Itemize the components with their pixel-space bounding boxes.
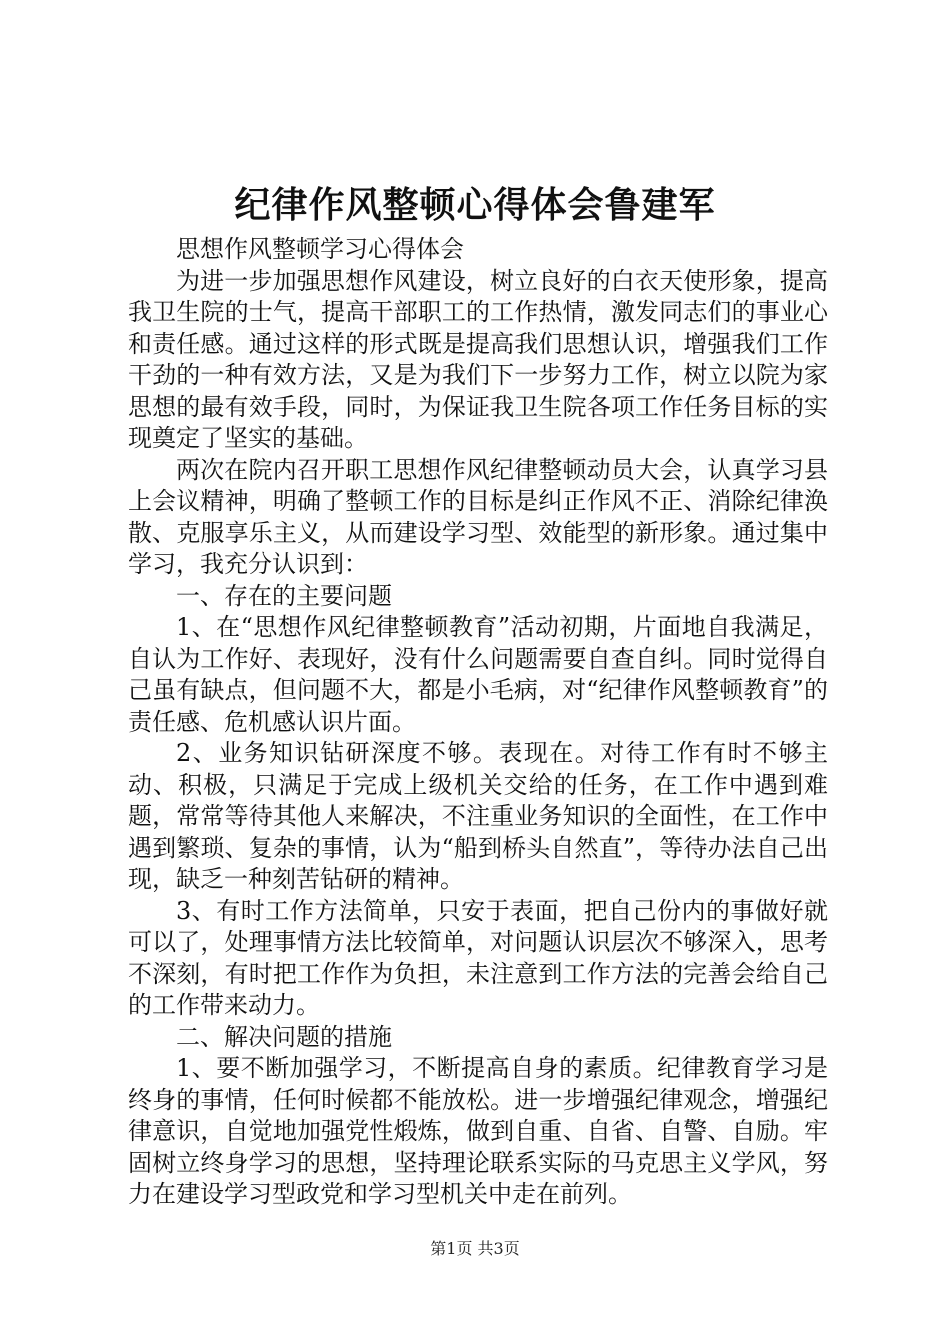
paragraph: 3、有时工作方法简单，只安于表面，把自己份内的事做好就可以了，处理事情方法比较简单，对问题认识层次不够深入，思考不深刻，有时把工作作为负担，未注意到工作方法的完善会给自己的工作带来动力。 — [128, 896, 828, 1019]
paragraph: 1、在“思想作风纪律整顿教育”活动初期，片面地自我满足，自认为工作好、表现好，没有什么问题需要自查自纠。同时觉得自己虽有缺点，但问题不大，都是小毛病，对“纪律作风整顿教育”的责任感、危机感认识片面。 — [128, 613, 828, 736]
paragraph: 1、要不断加强学习，不断提高自身的素质。纪律教育学习是终身的事情，任何时候都不能放松。进一步增强纪律观念，增强纪律意识，自觉地加强党性煅炼，做到自重、自省、自警、自励。牢固树立终身学习的思想，坚持理论联系实际的马克思主义学风，努力在建设学习型政党和学习型机关中走在前列。 — [128, 1054, 828, 1208]
paragraph: 为进一步加强思想作风建设，树立良好的白衣天使形象，提高我卫生院的士气，提高干部职工的工作热情，激发同志们的事业心和责任感。通过这样的形式既是提高我们思想认识，增强我们工作干劲的一种有效方法，又是为我们下一步努力工作，树立以院为家思想的最有效手段，同时，为保证我卫生院各项工作任务目标的实现奠定了坚实的基础。 — [128, 266, 828, 452]
document-body — [128, 234, 828, 1211]
paragraph: 2、业务知识钻研深度不够。表现在。对待工作有时不够主动、积极，只满足于完成上级机关交给的任务，在工作中遇到难题，常常等待其他人来解决，不注重业务知识的全面性，在工作中遇到繁琐、复杂的事情，认为“船到桥头自然直”，等待办法自己出现，缺乏一种刻苦钻研的精神。 — [128, 739, 828, 893]
document-title: 纪律作风整顿心得体会鲁建军 — [234, 185, 716, 226]
paragraph-subtitle: 思想作风整顿学习心得体会 — [176, 235, 464, 263]
page-footer: 第1页 共3页 — [430, 1239, 520, 1258]
section-heading: 一、存在的主要问题 — [176, 581, 392, 610]
paragraph: 两次在院内召开职工思想作风纪律整顿动员大会，认真学习县上会议精神，明确了整顿工作的目标是纠正作风不正、消除纪律涣散、克服享乐主义，从而建设学习型、效能型的新形象。通过集中学习，我充分认识到： — [128, 455, 828, 578]
section-heading: 二、解决问题的措施 — [176, 1022, 392, 1051]
